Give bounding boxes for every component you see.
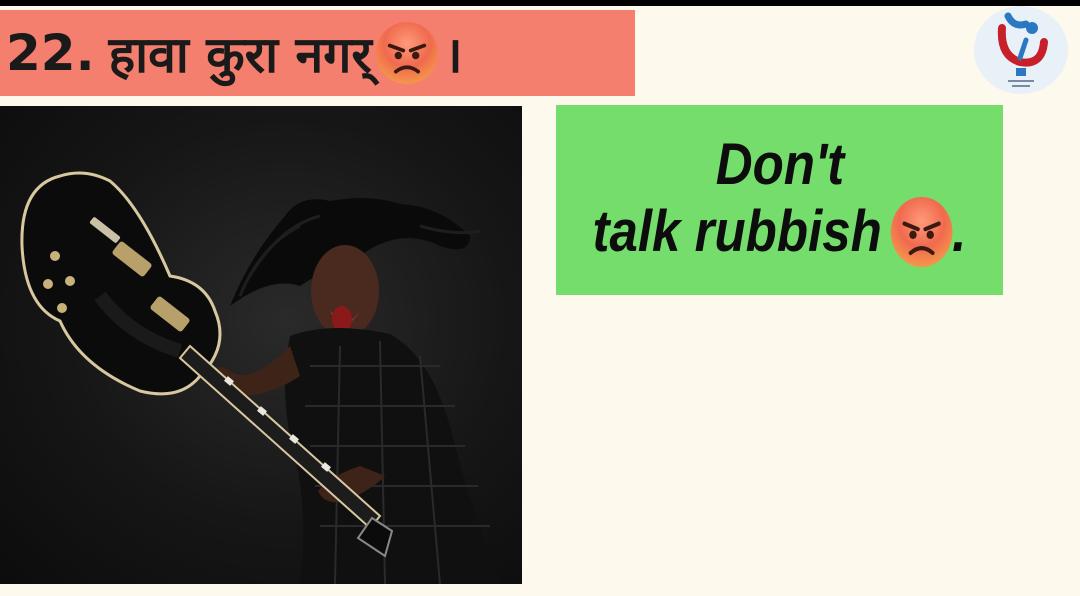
angry-face-icon	[376, 22, 438, 84]
translation-line-1	[715, 133, 843, 198]
nepali-phrase: हावा कुरा नगर्	[108, 26, 372, 84]
english-translation-box	[556, 105, 1003, 295]
sentence-end-mark: ।	[443, 26, 463, 84]
translation-end-punctuation: .	[952, 198, 967, 264]
translation-text-line-2: talk rubbish	[592, 198, 882, 264]
angry-face-icon	[891, 197, 953, 267]
translation-text-line-1: Don't	[715, 131, 844, 197]
lesson-number: 22.	[6, 24, 95, 82]
translation-line-2	[593, 197, 967, 267]
lesson-title-banner	[0, 10, 635, 96]
top-border	[0, 0, 1080, 6]
channel-logo-icon	[974, 6, 1068, 94]
woman-screaming-with-guitar-image	[0, 106, 522, 584]
